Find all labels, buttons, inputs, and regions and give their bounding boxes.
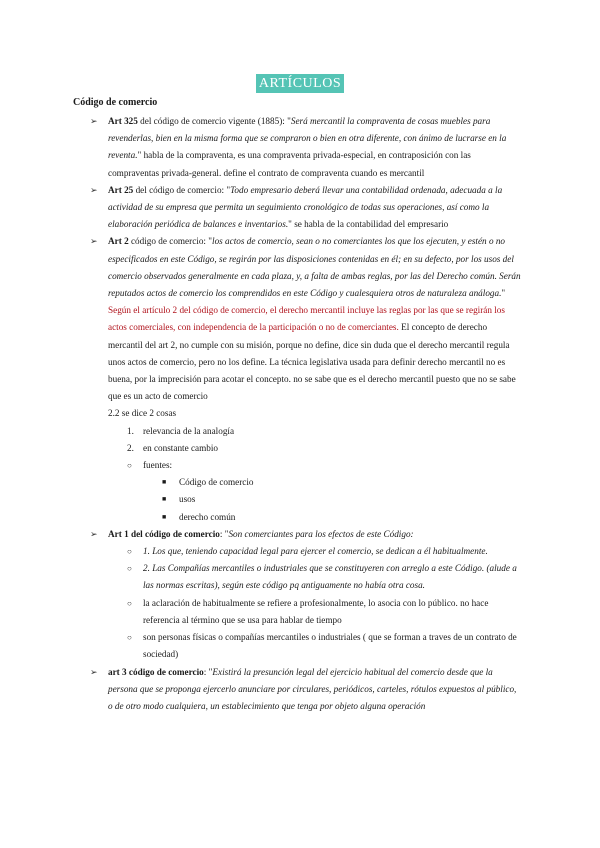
art2-intro: código de comercio: ": [128, 236, 213, 247]
list-item-text: usos: [179, 494, 196, 505]
list-item: [90, 423, 522, 440]
list-item-text: 1. Los que, teniendo capacidad legal para ejercer el comercio, se dedican a él habitualmente.: [143, 546, 488, 557]
art3-quote: Existirá la presunción legal del ejercicio habitual del comercio desde que la persona que se proponga ejercerlo anunciare por circulares, periódicos, carteles, rótulos expuestos al público, o de otro modo cualquiera, un establecimiento que tenga por objeto alguna operación: [108, 666, 517, 711]
art2-close: ": [501, 288, 506, 299]
list-item: [90, 560, 522, 594]
art25-quote: Todo empresario deberá llevar una contabilidad ordenada, adecuada a la actividad de su empresa que permita un seguimiento cronológico de todas sus operaciones, así como la elaboración periódica de balances e inventarios.: [108, 184, 503, 230]
title-wrap: [0, 74, 600, 93]
circle-bullet-icon: ○: [127, 598, 132, 608]
number-marker: 1.: [127, 425, 134, 436]
page-title: ARTÍCULOS: [256, 74, 344, 93]
item-art1: [90, 526, 522, 543]
art2-rest: El concepto de derecho mercantil del art 2, no cumple con su misión, porque no define, dice sin duda que el derecho mercantil regula unos actos de comercio, pero no los define. La técnica legislativa usada para definir derecho mercantil no es buena, por la imprecisión para acotar el concepto. no se sabe que es el derecho mercantil puesto que no se sabe que es un acto de comercio: [108, 322, 516, 402]
list-item-text: fuentes:: [143, 460, 173, 471]
item-art2: [90, 233, 522, 405]
list-item: [90, 595, 522, 629]
art2-highlight: Según el artículo 2 del código de comercio, el derecho mercantil incluye las reglas por las que se regirán los actos comerciales, con independencia de la participación o no de comerciantes.: [108, 305, 505, 333]
art1-label: Art 1 del código de comercio: [108, 528, 220, 539]
item-art325: [90, 113, 522, 182]
square-bullet-icon: ■: [162, 495, 167, 504]
list-item: [90, 509, 522, 526]
art2-quote: los actos de comercio, sean o no comerciantes los que los ejecuten, y estén o no especificados en este Código, se regirán por las disposiciones contenidas en él; en su defecto, por los usos del comercio observados generalmente en cada plaza, y, a falta de ambas reglas, por las del Derecho común. Serán reputados actos de comercio los comprendidos en este Código y cualesquiera otros de naturaleza análoga.: [108, 236, 521, 299]
list-item: [90, 474, 522, 491]
list-item: [90, 543, 522, 560]
art1-quote: Son comerciantes para los efectos de este Código:: [228, 528, 414, 539]
art25-label: Art 25: [108, 184, 134, 195]
arrow-bullet-icon: ➢: [90, 116, 98, 126]
list-item-text: 2. Las Compañías mercantiles o industriales que se constituyeren con arreglo a este Código. (alude a las normas escritas), según este código pq antiguamente no había otra cosa.: [143, 563, 517, 591]
item-art3: [90, 664, 522, 716]
list-item-text: relevancia de la analogía: [143, 425, 235, 436]
list-item-text: son personas físicas o compañías mercantiles o industriales ( que se forman a traves de un contrato de sociedad): [143, 632, 517, 660]
list-item-text: la aclaración de habitualmente se refiere a profesionalmente, lo asocia con lo público. no hace referencia al término que se usa para hablar de tiempo: [143, 597, 489, 625]
list-item-text: Código de comercio: [179, 477, 254, 488]
art2-subheading: 2.2 se dice 2 cosas: [108, 408, 177, 419]
circle-bullet-icon: ○: [127, 547, 132, 557]
arrow-bullet-icon: ➢: [90, 184, 98, 195]
circle-bullet-icon: ○: [127, 564, 132, 574]
circle-bullet-icon: ○: [127, 461, 132, 471]
list-item: [90, 491, 522, 508]
content: [90, 113, 522, 715]
list-item-text: en constante cambio: [143, 442, 219, 453]
square-bullet-icon: ■: [162, 478, 167, 487]
art2-label: Art 2: [108, 236, 129, 247]
art325-intro: del código de comercio vigente (1885): ": [137, 116, 291, 126]
list-item: [90, 440, 522, 457]
art1-intro: : ": [219, 528, 229, 539]
list-item: [90, 629, 522, 663]
circle-bullet-icon: ○: [127, 633, 132, 643]
list-item-text: derecho común: [179, 511, 236, 522]
art25-rest: " se habla de la contabilidad del empresario: [288, 219, 449, 230]
arrow-bullet-icon: ➢: [90, 666, 98, 677]
square-bullet-icon: ■: [162, 512, 167, 521]
art25-intro: del código de comercio: ": [133, 184, 231, 195]
arrow-bullet-icon: ➢: [90, 236, 98, 247]
art3-label: art 3 código de comercio: [108, 666, 204, 677]
item-art25: [90, 182, 522, 234]
list-item: [90, 457, 522, 474]
art325-label: Art 325: [108, 116, 138, 126]
art325-rest: " habla de la compraventa, es una compraventa privada-especial, en contraposición con las compraventas privada-general. define el contrato de compraventa cuando es mercantil: [108, 150, 471, 178]
section-heading: Código de comercio: [73, 97, 158, 108]
number-marker: 2.: [127, 442, 134, 453]
arrow-bullet-icon: ➢: [90, 528, 98, 539]
art325-quote: Será mercantil la compraventa de cosas muebles para revenderlas, bien en la misma forma que se compraron o bien en otra diferente, con ánimo de lucrarse en la reventa.: [108, 116, 507, 161]
art3-intro: : ": [203, 666, 213, 677]
